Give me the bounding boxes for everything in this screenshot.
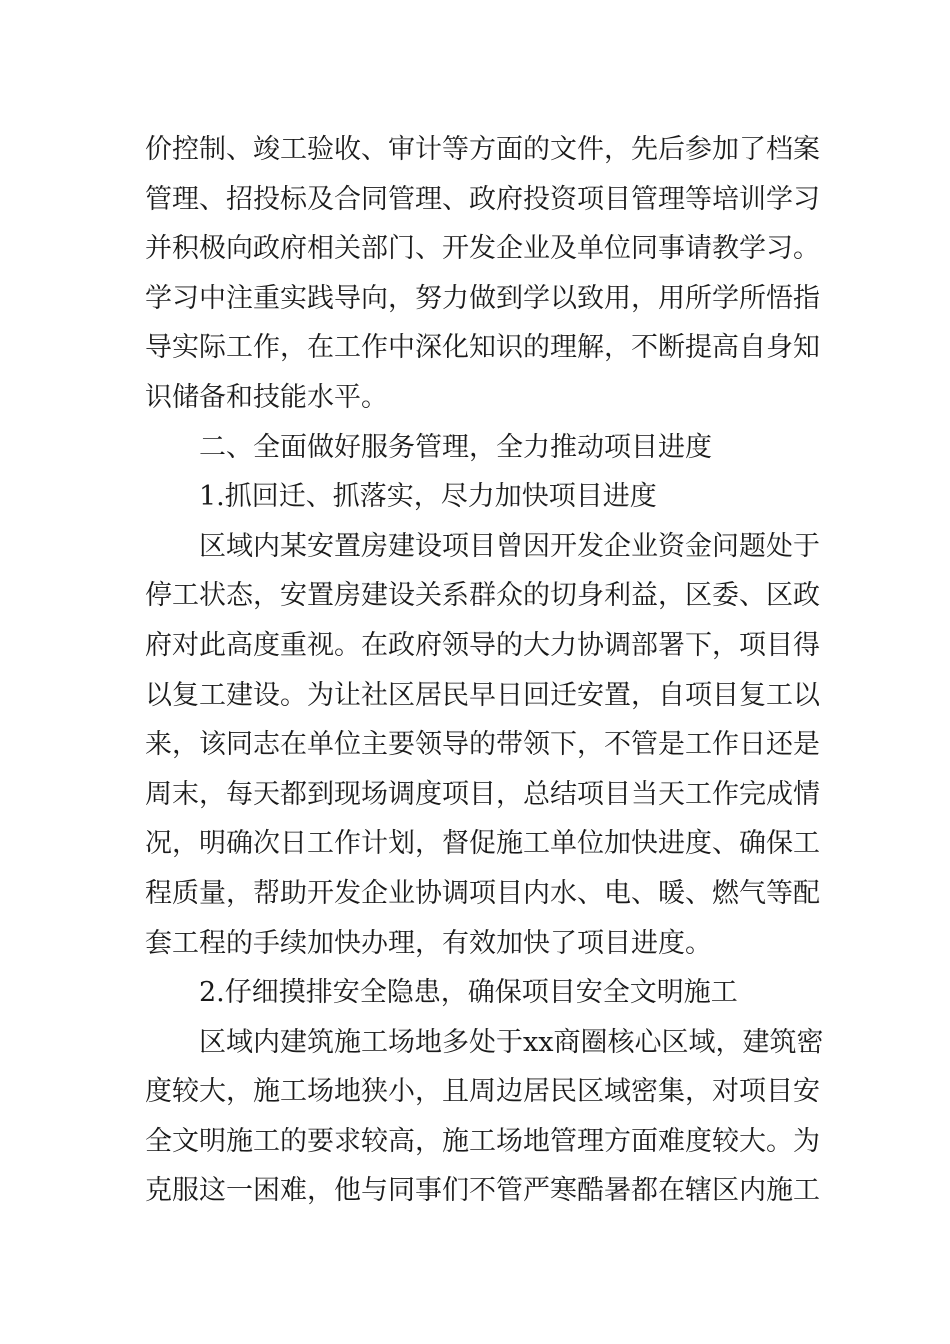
text-line: 学习中注重实践导向，努力做到学以致用，用所学所悟指 <box>145 282 820 314</box>
text-line: 导实际工作，在工作中深化知识的理解，不断提高自身知 <box>145 332 820 364</box>
text-line: 周末，每天都到现场调度项目，总结项目当天工作完成情 <box>145 778 820 810</box>
text-line: 府对此高度重视。在政府领导的大力协调部署下，项目得 <box>145 629 820 661</box>
text-line: 来，该同志在单位主要领导的带领下，不管是工作日还是 <box>145 729 820 761</box>
text-line: 度较大，施工场地狭小，且周边居民区域密集，对项目安 <box>145 1076 820 1108</box>
text-line: 区域内某安置房建设项目曾因开发企业资金问题处于 <box>199 530 820 562</box>
text-line: 套工程的手续加快办理，有效加快了项目进度。 <box>145 927 712 959</box>
text-line: 停工状态，安置房建设关系群众的切身利益，区委、区政 <box>145 580 820 612</box>
text-line: 况，明确次日工作计划，督促施工单位加快进度、确保工 <box>145 828 820 860</box>
text-line: 程质量，帮助开发企业协调项目内水、电、暖、燃气等配 <box>145 877 820 909</box>
text-line: 区域内建筑施工场地多处于xx商圈核心区域，建筑密 <box>199 1026 824 1058</box>
text-line: 管理、招投标及合同管理、政府投资项目管理等培训学习 <box>145 183 820 215</box>
text-line: 以复工建设。为让社区居民早日回迁安置，自项目复工以 <box>145 679 820 711</box>
section-heading: 二、全面做好服务管理，全力推动项目进度 <box>199 431 712 463</box>
text-line: 价控制、竣工验收、审计等方面的文件，先后参加了档案 <box>145 134 820 165</box>
document-body <box>145 125 824 1216</box>
text-line: 克服这一困难，他与同事们不管严寒酷暑都在辖区内施工 <box>145 1175 820 1207</box>
text-line: 识储备和技能水平。 <box>145 381 388 413</box>
subsection-heading: 2.仔细摸排安全隐患，确保项目安全文明施工 <box>199 977 738 1009</box>
subsection-heading: 1.抓回迁、抓落实，尽力加快项目进度 <box>199 481 657 513</box>
text-line: 全文明施工的要求较高，施工场地管理方面难度较大。为 <box>145 1125 820 1157</box>
text-line: 并积极向政府相关部门、开发企业及单位同事请教学习。 <box>145 233 820 265</box>
